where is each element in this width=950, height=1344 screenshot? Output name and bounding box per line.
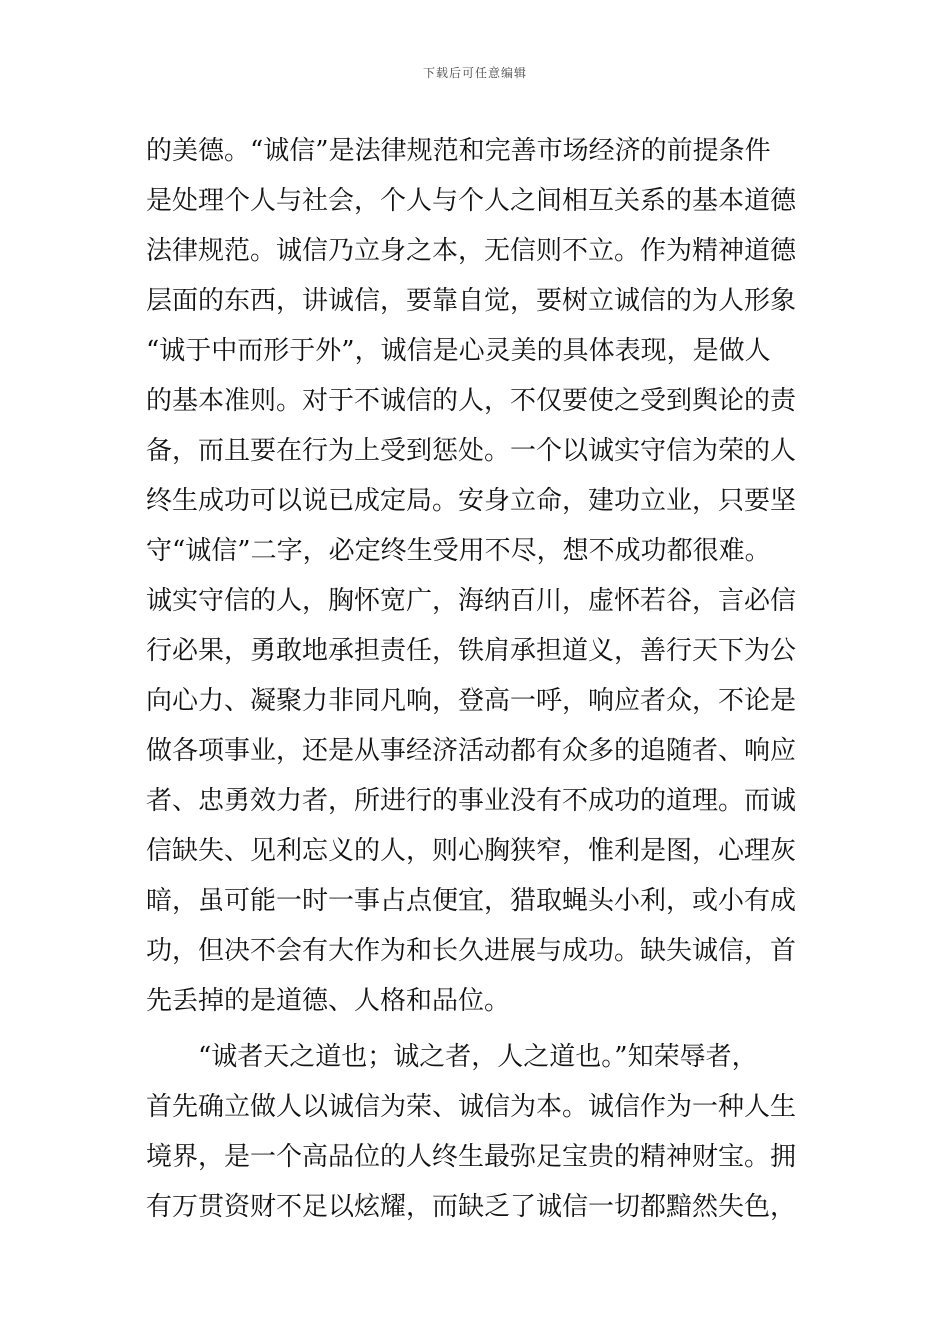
- text-line: 信缺失、见利忘义的人，则心胸狭窄，惟利是图，心理灰: [146, 836, 797, 866]
- text-line: 者、忠勇效力者，所进行的事业没有不成功的道理。而诚: [146, 786, 797, 816]
- text-line: 首先确立做人以诚信为荣、诚信为本。诚信作为一种人生: [146, 1092, 797, 1122]
- text-line: 先丢掉的是道德、人格和品位。: [146, 986, 511, 1016]
- text-line: 诚实守信的人，胸怀宽广，海纳百川，虚怀若谷，言必信: [146, 586, 797, 616]
- text-line: 的基本准则。对于不诚信的人，不仅要使之受到舆论的责: [146, 386, 797, 416]
- text-line: 层面的东西，讲诚信，要靠自觉，要树立诚信的为人形象: [146, 286, 797, 316]
- text-line: 终生成功可以说已成定局。安身立命，建功立业，只要坚: [146, 486, 797, 516]
- text-line: 境界，是一个高品位的人终生最弥足宝贵的精神财宝。拥: [146, 1142, 797, 1172]
- text-line: 是处理个人与社会，个人与个人之间相互关系的基本道德: [146, 186, 797, 216]
- document-body: [146, 126, 808, 1232]
- text-line: 功，但决不会有大作为和长久进展与成功。缺失诚信，首: [146, 936, 797, 966]
- text-line: 行必果，勇敢地承担责任，铁肩承担道义，善行天下为公: [146, 636, 797, 666]
- text-line: 有万贯资财不足以炫耀，而缺乏了诚信一切都黯然失色，: [146, 1192, 797, 1222]
- page-header: 下载后可任意编辑: [422, 66, 527, 80]
- text-line: 暗，虽可能一时一事占点便宜，猎取蝇头小利，或小有成: [146, 886, 797, 916]
- text-line: 做各项事业，还是从事经济活动都有众多的追随者、响应: [146, 736, 797, 766]
- text-line: 法律规范。诚信乃立身之本，无信则不立。作为精神道德: [146, 236, 797, 266]
- paragraph-start-line: “诚者天之道也；诚之者，人之道也。”知荣辱者，: [146, 1042, 758, 1072]
- text-line: 守“诚信”二字，必定终生受用不尽，想不成功都很难。: [146, 536, 771, 566]
- text-line: 向心力、凝聚力非同凡响，登高一呼，响应者众，不论是: [146, 686, 797, 716]
- text-line: “诚于中而形于外”，诚信是心灵美的具体表现，是做人: [146, 336, 771, 366]
- text-line: 的美德。“诚信”是法律规范和完善市场经济的前提条件: [146, 136, 771, 166]
- text-line: 备，而且要在行为上受到惩处。一个以诚实守信为荣的人: [146, 436, 797, 466]
